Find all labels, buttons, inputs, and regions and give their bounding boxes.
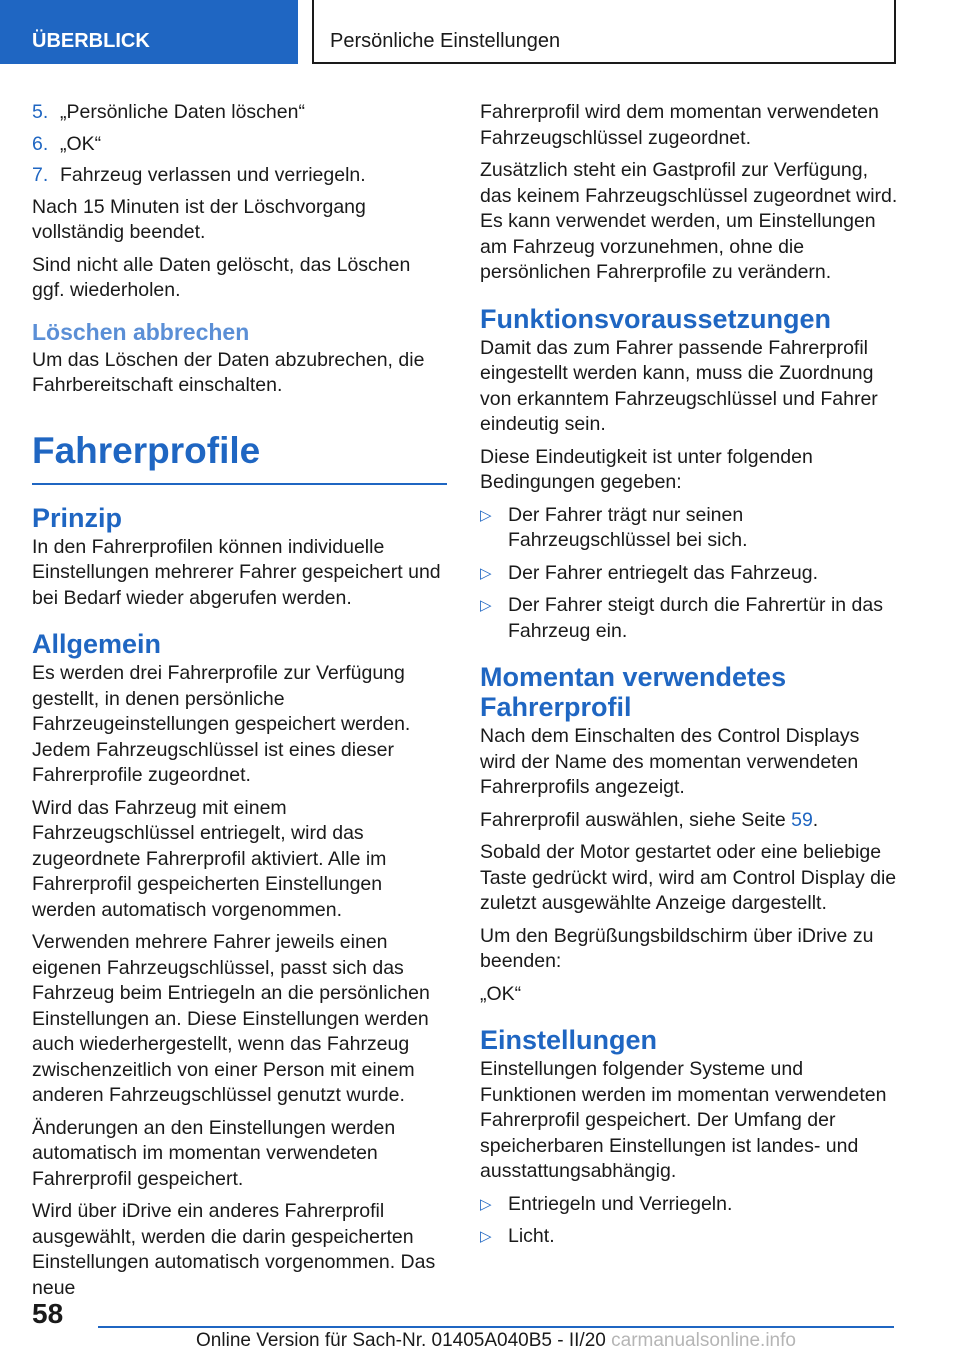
paragraph: Zusätzlich steht ein Gastprofil zur Verfügung, das keinem Fahrzeugschlüssel zugeordnet wird. Es kann verwendet werden, um Einstellungen am Fahrzeug vorzunehmen, ohne die persönlichen Fahrerprofile zu verändern. bbox=[480, 159, 898, 283]
section-heading-funktionsvoraussetzungen: Funktionsvoraussetzungen bbox=[480, 303, 832, 334]
paragraph: Wird über iDrive ein anderes Fahrerprofil ausgewählt, werden die darin gespeicherten Einstellungen automatisch vorgenommen. Das neue bbox=[32, 1200, 436, 1299]
step-number: 5. bbox=[32, 101, 49, 123]
section-heading-allgemein: Allgemein bbox=[32, 629, 162, 659]
xref-suffix: . bbox=[812, 808, 819, 831]
paragraph: Nach dem Einschalten des Control Displays wird der Name des momentan verwendeten Fahrerprofils angezeigt. bbox=[480, 725, 860, 798]
list-item bbox=[32, 132, 447, 158]
paragraph: Damit das zum Fahrer passende Fahrerprofil eingestellt werden kann, muss die Zuordnung von erkanntem Fahrzeugschlüssel und Fahrer eindeutig sein. bbox=[480, 336, 878, 435]
condition-list bbox=[480, 503, 900, 645]
list-item bbox=[480, 1192, 900, 1218]
list-item bbox=[32, 100, 447, 126]
xref-prefix: Fahrerprofil auswählen, siehe Seite bbox=[480, 808, 792, 831]
bullet-text: Der Fahrer entriegelt das Fahrzeug. bbox=[508, 561, 818, 584]
triangle-bullet-icon: ▷ bbox=[480, 1228, 492, 1245]
paragraph: Diese Eindeutigkeit ist unter folgenden Bedingungen gegeben: bbox=[480, 445, 813, 493]
section-tab: ÜBERBLICK bbox=[0, 0, 298, 64]
right-column bbox=[480, 100, 900, 1258]
chapter-title: Fahrerprofile bbox=[32, 427, 447, 485]
step-list bbox=[32, 100, 447, 189]
triangle-bullet-icon: ▷ bbox=[480, 1195, 492, 1213]
section-heading-current-profile: Momentan verwendetes Fahrerprofil bbox=[480, 662, 787, 722]
paragraph: Änderungen an den Einstellungen werden automatisch im momentan verwendeten Fahrerprofil gespeichert. bbox=[32, 1116, 396, 1190]
step-number: 6. bbox=[32, 132, 49, 155]
bullet-text: Licht. bbox=[508, 1225, 555, 1247]
paragraph: In den Fahrerprofilen können individuelle Einstellungen mehrerer Fahrer gespeichert und bei Bedarf wieder abgerufen werden. bbox=[32, 535, 441, 609]
step-number: 7. bbox=[32, 164, 49, 186]
page-header-title: Persönliche Einstellungen bbox=[312, 0, 896, 64]
subheading-cancel: Löschen abbrechen bbox=[32, 318, 250, 345]
bullet-text: Entriegeln und Verriegeln. bbox=[508, 1192, 733, 1215]
list-item bbox=[32, 163, 447, 189]
step-text: „Persönliche Daten löschen“ bbox=[60, 101, 305, 123]
list-item bbox=[480, 1224, 900, 1250]
paragraph bbox=[480, 808, 900, 834]
paragraph: Sobald der Motor gestartet oder eine beliebige Taste gedrückt wird, wird am Control Display die zuletzt ausgewählte Anzeige dargestellt. bbox=[480, 841, 897, 914]
paragraph: Verwenden mehrere Fahrer jeweils einen eigenen Fahrzeugschlüssel, passt sich das Fahrzeug beim Entriegeln an die persönlichen Einstellungen an. Diese Einstellungen werden auch wiederhergestellt, wenn das Fahrzeug zwischenzeitlich von einer Person mit einem anderen Fahrzeugschlüssel genutzt wurde. bbox=[32, 931, 430, 1106]
section-heading-einstellungen: Einstellungen bbox=[480, 1025, 658, 1055]
triangle-bullet-icon: ▷ bbox=[480, 564, 492, 582]
bullet-text: Der Fahrer steigt durch die Fahrertür in das Fahrzeug ein. bbox=[508, 594, 883, 642]
paragraph: Es werden drei Fahrerprofile zur Verfügung gestellt, in denen persönliche Fahrzeugeinstellungen gespeichert werden. Jedem Fahrzeugschlüssel ist eines dieser Fahrerprofile zugeordnet. bbox=[32, 662, 411, 786]
page-reference-link[interactable]: 59 bbox=[791, 808, 813, 831]
paragraph: Wird das Fahrzeug mit einem Fahrzeugschlüssel entriegelt, wird das zugeordnete Fahrerprofil aktiviert. Alle im Fahrerprofil gespeicherten Einstellungen werden automatisch vorgenommen. bbox=[32, 796, 387, 921]
paragraph: Sind nicht alle Daten gelöscht, das Löschen ggf. wiederholen. bbox=[32, 253, 411, 301]
settings-list bbox=[480, 1192, 900, 1250]
footer-text: Online Version für Sach-Nr. 01405A040B5 - II/20 bbox=[196, 1330, 606, 1351]
triangle-bullet-icon: ▷ bbox=[480, 506, 492, 524]
page-number: 58 bbox=[32, 1298, 64, 1329]
footer bbox=[98, 1330, 894, 1352]
list-item bbox=[480, 503, 900, 554]
paragraph: Um das Löschen der Daten abzubrechen, die Fahrbereitschaft einschalten. bbox=[32, 348, 425, 396]
step-text: Fahrzeug verlassen und verriegeln. bbox=[60, 164, 366, 186]
triangle-bullet-icon: ▷ bbox=[480, 597, 492, 614]
step-text: „OK“ bbox=[60, 132, 102, 155]
paragraph: Nach 15 Minuten ist der Löschvorgang vollständig beendet. bbox=[32, 195, 366, 243]
list-item bbox=[480, 593, 900, 644]
left-column bbox=[32, 100, 447, 1308]
paragraph: „OK“ bbox=[480, 982, 522, 1005]
bullet-text: Der Fahrer trägt nur seinen Fahrzeugschlüssel bei sich. bbox=[508, 503, 748, 551]
watermark: carmanualsonline.info bbox=[611, 1330, 796, 1351]
paragraph: Einstellungen folgender Systeme und Funktionen werden im momentan verwendeten Fahrerprofil gespeichert. Der Umfang der speicherbaren Einstellungen ist landes- und ausstattungsabhängig. bbox=[480, 1058, 887, 1182]
list-item bbox=[480, 561, 900, 587]
section-heading-prinzip: Prinzip bbox=[32, 502, 123, 533]
paragraph: Fahrerprofil wird dem momentan verwendeten Fahrzeugschlüssel zugeordnet. bbox=[480, 101, 879, 149]
footer-divider bbox=[98, 1326, 894, 1328]
paragraph: Um den Begrüßungsbildschirm über iDrive zu beenden: bbox=[480, 924, 874, 972]
